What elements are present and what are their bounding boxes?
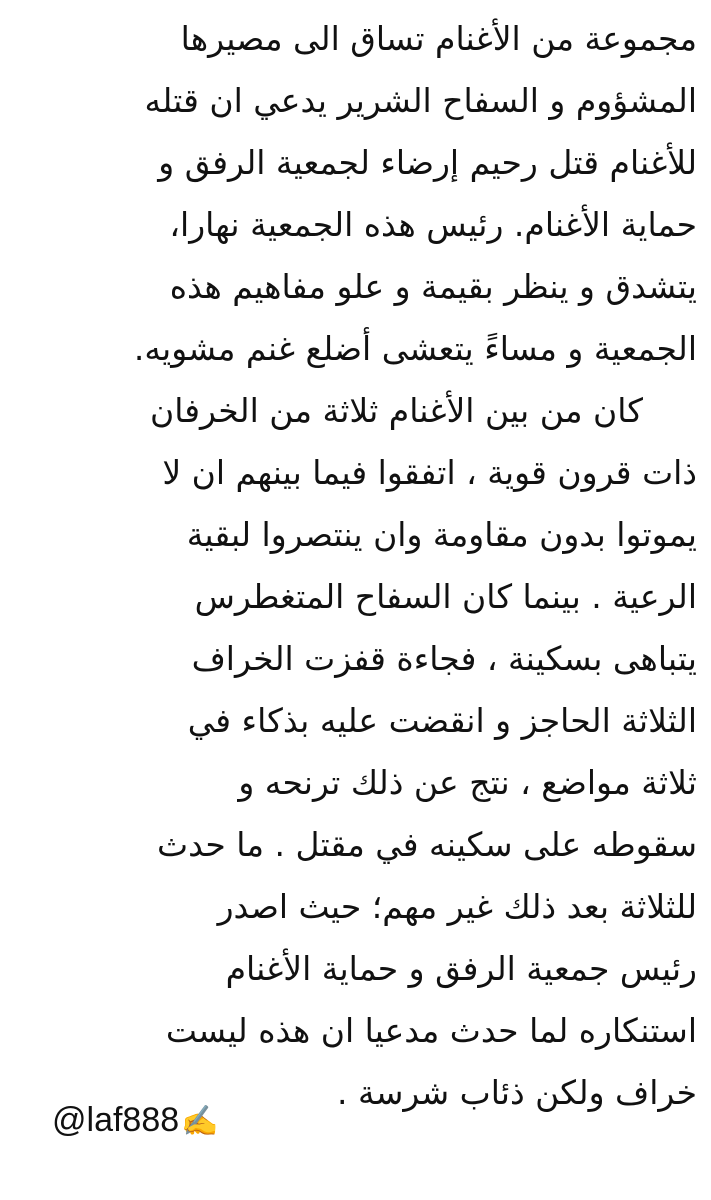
text-line-15: للثلاثة بعد ذلك غير مهم؛ حيث اصدر [217,887,697,926]
text-line-4: حماية الأغنام. رئيس هذه الجمعية نهارا، [169,205,697,244]
text-line-14: سقوطه على سكينه في مقتل . ما حدث [157,825,697,864]
text-line-10: الرعية . بينما كان السفاح المتغطرس [194,577,697,616]
writing-hand-icon: ✍ [181,1105,219,1139]
text-line-2: المشؤوم و السفاح الشرير يدعي ان قتله [144,81,697,120]
text-line-8: ذات قرون قوية ، اتفقوا فيما بينهم ان لا [162,453,697,492]
text-line-13: ثلاثة مواضع ، نتج عن ذلك ترنحه و [238,763,697,802]
text-line-3: للأغنام قتل رحيم إرضاء لجمعية الرفق و [158,143,697,182]
text-line-16: رئيس جمعية الرفق و حماية الأغنام [225,949,697,988]
text-line-6: الجمعية و مساءً يتعشى أضلع غنم مشويه. [133,329,697,368]
text-line-18: خراف ولكن ذئاب شرسة . [337,1073,697,1112]
story-text [14,8,697,1124]
author-handle: @laf888 [52,1101,180,1139]
text-line-5: يتشدق و ينظر بقيمة و علو مفاهيم هذه [169,267,697,306]
text-line-12: الثلاثة الحاجز و انقضت عليه بذكاء في [187,701,697,740]
text-line-1: مجموعة من الأغنام تساق الى مصيرها [180,19,697,58]
text-line-7: كان من بين الأغنام ثلاثة من الخرفان [149,391,643,430]
author-signature [52,1090,219,1150]
text-line-11: يتباهى بسكينة ، فجاءة قفزت الخراف [191,639,697,678]
text-line-9: يموتوا بدون مقاومة وان ينتصروا لبقية [186,515,697,554]
text-line-17: استنكاره لما حدث مدعيا ان هذه ليست [165,1011,697,1050]
